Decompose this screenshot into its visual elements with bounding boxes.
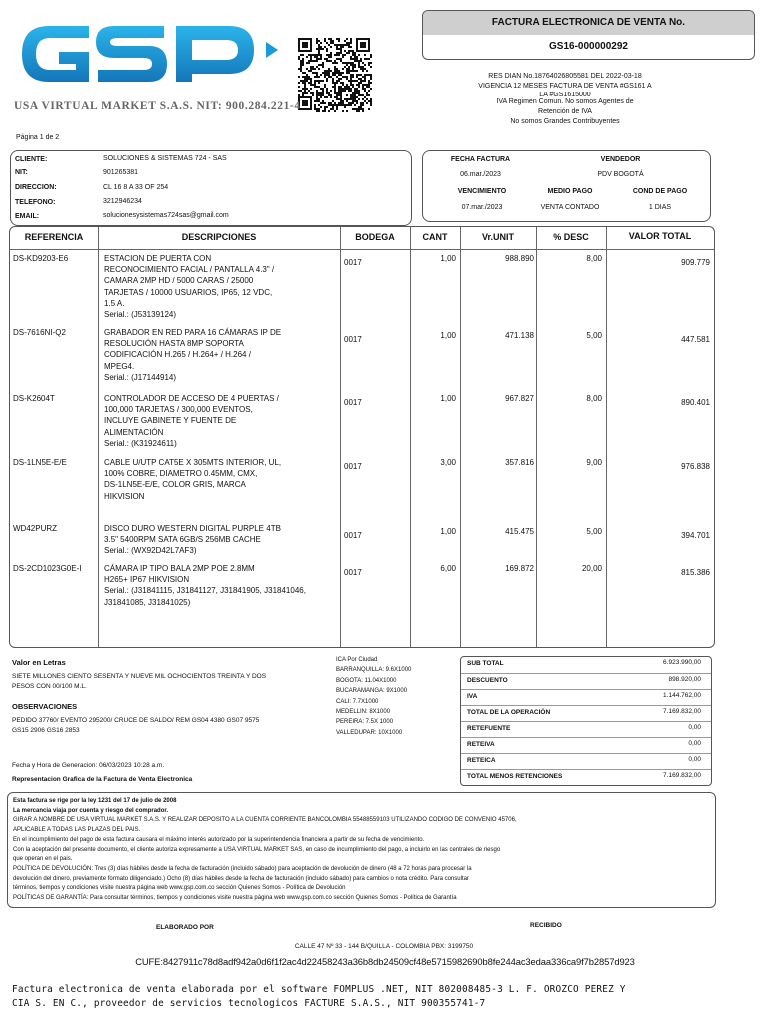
item-unit-price: 169.872 <box>505 564 534 573</box>
legal-line: POLÍTICAS DE GARANTÍA: Para consultar términos, tiempos y condiciones visite nuestra página web www.gsp.com.co sección Quienes Somos - Política de Garantía <box>13 895 457 902</box>
header-reference: REFERENCIA <box>24 232 84 242</box>
totals-value: 7.169.832,00 <box>663 708 701 715</box>
item-discount: 9,00 <box>586 458 602 467</box>
ica-rate-line: BARRANQUILLA: 9.6X1000 <box>336 667 412 674</box>
header-warehouse: BODEGA <box>355 232 395 242</box>
qr-code <box>298 38 372 112</box>
totals-label: RETEIVA <box>467 741 495 748</box>
item-description-line: DISCO DURO WESTERN DIGITAL PURPLE 4TB <box>104 524 281 533</box>
totals-label: IVA <box>467 693 478 700</box>
item-total: 394.701 <box>681 531 710 540</box>
resolution-line: IVA Regimen Comun. No somos Agentes de <box>496 98 634 105</box>
totals-label: RETEICA <box>467 757 496 764</box>
item-description-line: CAMARA 2MP HD / 5000 CARAS / 25000 <box>104 276 254 286</box>
payment-terms-label: COND DE PAGO <box>632 188 688 195</box>
item-description-line: TARJETAS / 10000 USUARIOS, IP65, 12 VDC, <box>104 287 273 297</box>
item-quantity: 6,00 <box>440 564 456 573</box>
invoice-title-box <box>422 10 755 60</box>
item-description-line: Serial.: (J31841115, J31841127, J31841905, J31841046, <box>104 586 306 596</box>
client-address: CL 16 8 A 33 OF 254 <box>103 184 169 191</box>
graphic-representation: Representacion Grafica de la Factura de Venta Electronica <box>12 776 193 783</box>
nit-label: NIT: <box>15 169 28 176</box>
ica-rates <box>336 655 446 738</box>
item-description-line: ESTACION DE PUERTA CON <box>104 254 212 263</box>
legal-line: Esta factura se rige por la ley 1231 del 17 de julio de 2008 <box>13 798 177 804</box>
totals-row <box>461 769 711 786</box>
item-warehouse: 0017 <box>344 531 362 540</box>
item-discount: 8,00 <box>586 394 602 403</box>
received-label: RECIBIDO <box>530 922 562 929</box>
software-line: CIA S. EN C., proveedor de servicios tecnologicos FACTURE S.A.S., NIT 900355741-7 <box>12 998 486 1009</box>
ica-rate-line: ICA Por Ciudad <box>336 657 378 663</box>
observations: PEDIDO 37760/ EVENTO 295200/ CRUCE DE SALDO/ REM GS04 4380 GS07 9575 GS15 2906 GS16 2853 <box>12 717 260 734</box>
amount-words: SIETE MILLONES CIENTO SESENTA Y NUEVE MIL OCHOCIENTOS TREINTA Y DOS PESOS CON 00/100 M.L. <box>12 673 267 690</box>
item-description-line: Serial.: (K31924611) <box>104 438 177 448</box>
legal-line: devolución del dinero, previamente formato diligenciado.) Ocho (8) días hábiles desde la fecha de facturación (incluido sábado) para cambios o nota crédito. Para consultar <box>13 875 469 882</box>
payment-terms: 1 DIAS <box>648 204 672 211</box>
resolution-line: Retención de IVA <box>538 108 592 115</box>
item-description-line: RESOLUCIÓN HASTA 8MP SOPORTA <box>104 339 244 349</box>
totals-value: 0,00 <box>688 756 701 763</box>
item-discount: 5,00 <box>586 527 602 536</box>
invoice-number: GS16-000000292 <box>549 41 628 52</box>
legal-line: Con la aceptación del presente documento, el cliente autoriza expresamente a USA VIRTUAL MARKET SAS, en caso de incumplimiento del pago, a incluirlo en las centrales de riesgo <box>13 846 501 853</box>
company-logo <box>14 14 288 94</box>
totals-label: TOTAL MENOS RETENCIONES <box>467 773 563 780</box>
totals-row <box>461 673 711 690</box>
header-quantity: CANT <box>422 232 448 242</box>
resolution-line: RES DIAN No.18764026805581 DEL 2022-03-18 <box>488 73 642 80</box>
page-label: Página 1 de 2 <box>16 134 60 141</box>
dates-box <box>422 150 711 222</box>
item-total: 909.779 <box>681 258 710 267</box>
legal-line: términos, tiempos y condiciones visite nuestra página web www.gsp.com.co sección Quienes Somos - Política de Devolución <box>13 885 346 892</box>
payment-method-label: MEDIO PAGO <box>547 188 593 195</box>
item-reference: DS-2CD1023G0E-I <box>13 564 82 573</box>
item-description-line: RECONOCIMIENTO FACIAL / PANTALLA 4.3" / <box>104 265 275 275</box>
item-unit-price: 357.816 <box>505 458 534 467</box>
totals-value: 1.144.762,00 <box>663 692 701 699</box>
due-date: 07.mar./2023 <box>461 204 503 211</box>
header-discount: % DESC <box>553 232 589 242</box>
item-quantity: 1,00 <box>440 527 456 536</box>
item-reference: DS-K2604T <box>13 394 55 403</box>
item-warehouse: 0017 <box>344 398 362 407</box>
totals-label: SUB TOTAL <box>467 660 504 667</box>
item-description-line: MPEG4. <box>104 361 135 371</box>
item-quantity: 1,00 <box>440 254 456 263</box>
item-description-line: 1.5 A. <box>104 298 125 308</box>
item-discount: 8,00 <box>586 254 602 263</box>
legal-line: APLICABLE A TODAS LAS PLAZAS DEL PAIS. <box>13 827 141 834</box>
item-warehouse: 0017 <box>344 335 362 344</box>
invoice-title: FACTURA ELECTRONICA DE VENTA No. <box>423 11 754 35</box>
item-description-line: GRABADOR EN RED PARA 16 CÁMARAS IP DE <box>104 328 282 337</box>
totals-row <box>461 689 711 706</box>
ica-rate-line: CALI: 7.7X1000 <box>336 698 379 705</box>
item-quantity: 1,00 <box>440 331 456 340</box>
client-nit: 901265381 <box>103 169 139 176</box>
totals-label: TOTAL DE LA OPERACIÓN <box>467 709 551 716</box>
item-total: 976.838 <box>681 462 710 471</box>
item-discount: 20,00 <box>581 564 602 573</box>
client-phone: 3212946234 <box>103 198 142 205</box>
resolution-line: LA #GS1615000 <box>539 92 591 97</box>
totals-row <box>461 737 711 754</box>
item-description-line: Serial.: (J17144914) <box>104 372 177 382</box>
item-discount: 5,00 <box>586 331 602 340</box>
totals-row <box>461 753 711 770</box>
item-description-line: H265+ IP67 HIKVISION <box>104 575 190 585</box>
item-reference: DS-7616NI-Q2 <box>13 328 66 337</box>
company-name-nit: USA VIRTUAL MARKET S.A.S. NIT: 900.284.221-4 <box>14 100 301 112</box>
invoice-date-label: FECHA FACTURA <box>450 156 511 163</box>
item-reference: WD42PURZ <box>13 524 58 533</box>
item-description-line: CONTROLADOR DE ACCESO DE 4 PUERTAS / <box>104 394 279 403</box>
totals-label: DESCUENTO <box>467 677 508 684</box>
address-label: DIRECCION: <box>15 184 57 191</box>
legal-line: En el incumplimiento del pago de esta factura causara el máximo interés autorizado por la superintendencia financiera a partir de su fecha de vencimiento. <box>13 836 425 843</box>
item-reference: DS-1LN5E-E/E <box>13 458 67 467</box>
legal-line: POLÍTICA DE DEVOLUCIÓN: Tres (3) días hábiles desde la fecha de facturación (incluido sábado) para aceptación de devolución de dinero (48 a 72 horas para procesar la <box>13 865 472 872</box>
payment-method: VENTA CONTADO <box>540 204 600 211</box>
totals-value: 0,00 <box>688 740 701 747</box>
due-date-label: VENCIMIENTO <box>457 188 507 195</box>
item-warehouse: 0017 <box>344 568 362 577</box>
item-description-line: INCLUYE GABINETE Y FUENTE DE <box>104 416 237 426</box>
item-description-line: 3.5" 5400RPM SATA 6GB/S 256MB CACHE <box>104 535 261 545</box>
totals-label: RETEFUENTE <box>467 725 511 732</box>
invoice-date: 06.mar./2023 <box>460 171 501 178</box>
totals-value: 6.923.990,00 <box>663 659 701 666</box>
software-line: Factura electronica de venta elaborada por el software FOMPLUS .NET, NIT 802008485-3 L. F. OROZCO PEREZ Y <box>12 984 626 995</box>
header-total: VALOR TOTAL <box>628 231 692 241</box>
totals-value: 898.920,00 <box>668 676 701 683</box>
generation-timestamp: Fecha y Hora de Generacion: 06/03/2023 10:28 a.m. <box>12 762 165 769</box>
ica-rate-line: VALLEDUPAR: 10X1000 <box>336 729 403 736</box>
item-description-line: ALIMENTACIÓN <box>104 427 164 437</box>
amount-words-label: Valor en Letras <box>12 658 66 667</box>
company-address: CALLE 47 Nº 33 - 144 B/QUILLA - COLOMBIA PBX: 3199750 <box>294 943 474 950</box>
cufe: CUFE:8427911c78d8adf942a0d6f1f2ac4d22458243a36b8db24509cf48e5715982690b8fe244ac3edaa336ca9f7b2857d923 <box>135 956 635 967</box>
item-total: 447.581 <box>681 335 710 344</box>
item-description-line: CÁMARA IP TIPO BALA 2MP POE 2.8MM <box>104 564 255 573</box>
client-email: solucionesysistemas724sas@gmail.com <box>103 212 229 219</box>
prepared-by-label: ELABORADO POR <box>156 924 214 931</box>
ica-rate-line: MEDELLIN: 8X1000 <box>336 709 391 716</box>
client-name: SOLUCIONES & SISTEMAS 724 - SAS <box>103 155 227 162</box>
item-reference: DS-KD9203-E6 <box>13 254 69 263</box>
item-unit-price: 967.827 <box>505 394 534 403</box>
item-warehouse: 0017 <box>344 462 362 471</box>
totals-value: 7.169.832,00 <box>663 772 701 779</box>
item-description-line: CABLE U/UTP CAT5E X 305MTS INTERIOR, UL, <box>104 458 282 467</box>
totals-row <box>461 705 711 722</box>
client-box <box>10 150 412 226</box>
ica-rate-line: PEREIRA: 7.5X 1000 <box>336 719 394 726</box>
item-description-line: CODIFICACIÓN H.265 / H.264+ / H.264 / <box>104 350 251 360</box>
item-quantity: 1,00 <box>440 394 456 403</box>
item-quantity: 3,00 <box>440 458 456 467</box>
item-unit-price: 471.138 <box>505 331 534 340</box>
items-table <box>9 226 715 648</box>
totals-value: 0,00 <box>688 724 701 731</box>
header-description: DESCRIPCIONES <box>181 232 257 242</box>
item-total: 890.401 <box>681 398 710 407</box>
item-description-line: 100% COBRE, DIAMETRO 0.45MM, CMX, <box>104 469 258 479</box>
seller: PDV BOGOTÁ <box>597 171 644 178</box>
totals-row <box>461 657 711 673</box>
item-description-line: Serial.: (J53139124) <box>104 310 177 319</box>
legal-line: GIRAR A NOMBRE DE USA VIRTUAL MARKET S.A.S. Y REALIZAR DEPOSITO A LA CUENTA CORRIENTE BANCOLOMBIA 55488559103 UTILIZANDO CODIGO DE CONVENIO 45706, <box>13 817 517 824</box>
item-description-line: DS-1LN5E-E/E, COLOR GRIS, MARCA <box>104 480 246 490</box>
legal-line: La mercancia viaja por cuenta y riesgo del comprador. <box>13 807 169 814</box>
client-label: CLIENTE: <box>15 156 48 163</box>
item-total: 815.386 <box>681 568 710 577</box>
totals-row <box>461 721 711 738</box>
legal-line: que operan en el pais. <box>13 856 73 863</box>
resolution-block <box>440 72 690 127</box>
resolution-line: VIGENCIA 12 MESES FACTURA DE VENTA #GS161 A <box>478 83 652 90</box>
item-warehouse: 0017 <box>344 258 362 267</box>
seller-label: VENDEDOR <box>600 156 641 163</box>
item-description-line: HIKVISION <box>104 491 145 501</box>
email-label: EMAIL: <box>15 213 40 220</box>
ica-rate-line: BOGOTA: 11.04X1000 <box>336 677 397 684</box>
resolution-line: No somos Grandes Contribuyentes <box>510 118 620 125</box>
item-unit-price: 415.475 <box>505 527 534 536</box>
header-unit-price: Vr.UNIT <box>481 232 514 242</box>
item-description-line: Serial.: (WX92D42L7AF3) <box>104 546 197 556</box>
phone-label: TELEFONO: <box>15 199 56 206</box>
ica-rate-line: BUCARAMANGA: 9X1000 <box>336 688 408 695</box>
totals-box <box>460 656 712 786</box>
item-description-line: 100,000 TARJETAS / 300,000 EVENTOS, <box>104 405 253 415</box>
observations-label: OBSERVACIONES <box>12 702 78 711</box>
legal-box <box>7 792 716 908</box>
item-description-line: J31841085, J31841025) <box>104 597 191 607</box>
item-unit-price: 988.890 <box>505 254 534 263</box>
